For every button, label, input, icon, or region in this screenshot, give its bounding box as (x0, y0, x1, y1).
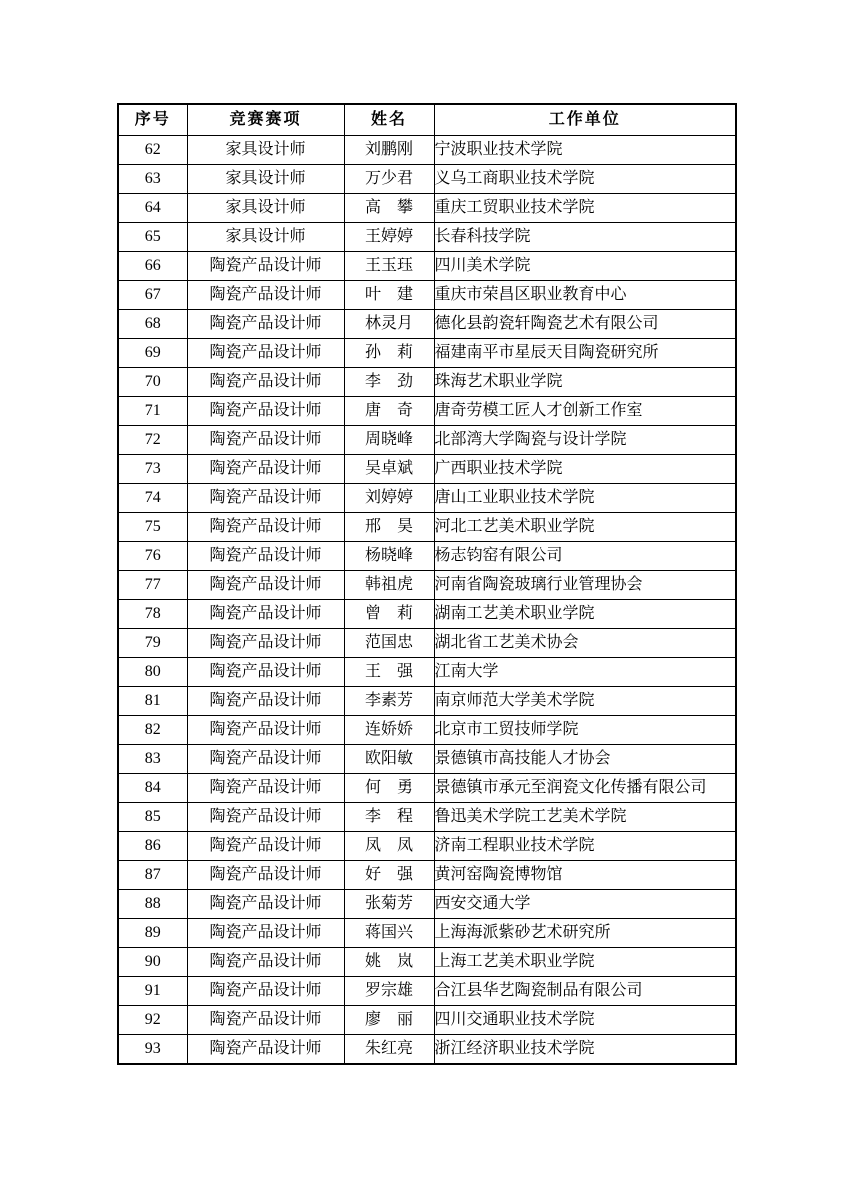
cell-event: 陶瓷产品设计师 (187, 339, 344, 368)
cell-unit: 长春科技学院 (434, 223, 736, 252)
header-index: 序号 (118, 104, 187, 136)
cell-event: 陶瓷产品设计师 (187, 629, 344, 658)
cell-index: 81 (118, 687, 187, 716)
cell-unit: 河北工艺美术职业学院 (434, 513, 736, 542)
table-row (118, 194, 736, 223)
table-row (118, 281, 736, 310)
cell-index: 93 (118, 1035, 187, 1065)
cell-event: 陶瓷产品设计师 (187, 948, 344, 977)
table-row (118, 368, 736, 397)
header-unit: 工作单位 (434, 104, 736, 136)
cell-unit: 西安交通大学 (434, 890, 736, 919)
cell-event: 陶瓷产品设计师 (187, 484, 344, 513)
cell-name: 王 强 (344, 658, 434, 687)
cell-name: 叶 建 (344, 281, 434, 310)
cell-index: 63 (118, 165, 187, 194)
cell-name: 廖 丽 (344, 1006, 434, 1035)
cell-name: 李素芳 (344, 687, 434, 716)
table-row (118, 919, 736, 948)
table-row (118, 890, 736, 919)
cell-unit: 重庆市荣昌区职业教育中心 (434, 281, 736, 310)
cell-name: 高 攀 (344, 194, 434, 223)
cell-unit: 济南工程职业技术学院 (434, 832, 736, 861)
cell-index: 90 (118, 948, 187, 977)
cell-unit: 景德镇市高技能人才协会 (434, 745, 736, 774)
cell-index: 88 (118, 890, 187, 919)
cell-event: 陶瓷产品设计师 (187, 1035, 344, 1065)
cell-unit: 四川美术学院 (434, 252, 736, 281)
table-row (118, 397, 736, 426)
cell-name: 韩祖虎 (344, 571, 434, 600)
cell-index: 69 (118, 339, 187, 368)
table-row (118, 571, 736, 600)
table-row (118, 542, 736, 571)
cell-name: 姚 岚 (344, 948, 434, 977)
cell-event: 陶瓷产品设计师 (187, 745, 344, 774)
table-row (118, 252, 736, 281)
cell-index: 66 (118, 252, 187, 281)
cell-unit: 德化县韵瓷轩陶瓷艺术有限公司 (434, 310, 736, 339)
cell-index: 82 (118, 716, 187, 745)
cell-index: 70 (118, 368, 187, 397)
cell-event: 陶瓷产品设计师 (187, 310, 344, 339)
cell-unit: 江南大学 (434, 658, 736, 687)
table-row (118, 455, 736, 484)
cell-unit: 重庆工贸职业技术学院 (434, 194, 736, 223)
table-row (118, 948, 736, 977)
cell-event: 陶瓷产品设计师 (187, 919, 344, 948)
cell-name: 连娇娇 (344, 716, 434, 745)
cell-name: 李 程 (344, 803, 434, 832)
table-row (118, 1035, 736, 1065)
cell-index: 87 (118, 861, 187, 890)
cell-unit: 唐奇劳模工匠人才创新工作室 (434, 397, 736, 426)
cell-event: 家具设计师 (187, 223, 344, 252)
cell-index: 75 (118, 513, 187, 542)
cell-event: 家具设计师 (187, 136, 344, 165)
cell-index: 86 (118, 832, 187, 861)
cell-unit: 上海工艺美术职业学院 (434, 948, 736, 977)
cell-event: 陶瓷产品设计师 (187, 716, 344, 745)
cell-event: 陶瓷产品设计师 (187, 774, 344, 803)
cell-name: 刘鹏刚 (344, 136, 434, 165)
table-row (118, 687, 736, 716)
cell-name: 欧阳敏 (344, 745, 434, 774)
cell-index: 78 (118, 600, 187, 629)
cell-name: 李 劲 (344, 368, 434, 397)
table-header-row (118, 104, 736, 136)
table-row (118, 832, 736, 861)
cell-event: 陶瓷产品设计师 (187, 542, 344, 571)
cell-event: 家具设计师 (187, 194, 344, 223)
cell-name: 林灵月 (344, 310, 434, 339)
cell-name: 范国忠 (344, 629, 434, 658)
cell-event: 陶瓷产品设计师 (187, 890, 344, 919)
table-row (118, 629, 736, 658)
table-row (118, 745, 736, 774)
cell-event: 陶瓷产品设计师 (187, 397, 344, 426)
cell-event: 陶瓷产品设计师 (187, 861, 344, 890)
cell-unit: 湖南工艺美术职业学院 (434, 600, 736, 629)
cell-event: 陶瓷产品设计师 (187, 977, 344, 1006)
table-row (118, 136, 736, 165)
table-row (118, 658, 736, 687)
cell-event: 家具设计师 (187, 165, 344, 194)
table-row (118, 803, 736, 832)
cell-name: 朱红亮 (344, 1035, 434, 1065)
cell-unit: 上海海派紫砂艺术研究所 (434, 919, 736, 948)
cell-name: 孙 莉 (344, 339, 434, 368)
cell-unit: 合江县华艺陶瓷制品有限公司 (434, 977, 736, 1006)
cell-index: 89 (118, 919, 187, 948)
cell-index: 83 (118, 745, 187, 774)
cell-name: 好 强 (344, 861, 434, 890)
table-row (118, 861, 736, 890)
cell-event: 陶瓷产品设计师 (187, 600, 344, 629)
header-name: 姓名 (344, 104, 434, 136)
table-row (118, 600, 736, 629)
cell-index: 84 (118, 774, 187, 803)
cell-unit: 北部湾大学陶瓷与设计学院 (434, 426, 736, 455)
cell-event: 陶瓷产品设计师 (187, 687, 344, 716)
cell-event: 陶瓷产品设计师 (187, 252, 344, 281)
cell-unit: 宁波职业技术学院 (434, 136, 736, 165)
table-row (118, 716, 736, 745)
table-row (118, 1006, 736, 1035)
cell-unit: 湖北省工艺美术协会 (434, 629, 736, 658)
table-body (118, 136, 736, 1065)
cell-unit: 四川交通职业技术学院 (434, 1006, 736, 1035)
cell-unit: 广西职业技术学院 (434, 455, 736, 484)
cell-name: 蒋国兴 (344, 919, 434, 948)
cell-unit: 南京师范大学美术学院 (434, 687, 736, 716)
cell-unit: 黄河窑陶瓷博物馆 (434, 861, 736, 890)
cell-unit: 杨志钧窑有限公司 (434, 542, 736, 571)
cell-name: 曾 莉 (344, 600, 434, 629)
cell-index: 76 (118, 542, 187, 571)
cell-name: 万少君 (344, 165, 434, 194)
cell-unit: 浙江经济职业技术学院 (434, 1035, 736, 1065)
cell-index: 68 (118, 310, 187, 339)
cell-name: 杨晓峰 (344, 542, 434, 571)
cell-name: 刘婷婷 (344, 484, 434, 513)
table-row (118, 774, 736, 803)
cell-index: 74 (118, 484, 187, 513)
table-row (118, 339, 736, 368)
cell-name: 何 勇 (344, 774, 434, 803)
cell-name: 唐 奇 (344, 397, 434, 426)
cell-index: 73 (118, 455, 187, 484)
cell-index: 79 (118, 629, 187, 658)
table-row (118, 426, 736, 455)
cell-event: 陶瓷产品设计师 (187, 455, 344, 484)
cell-index: 77 (118, 571, 187, 600)
cell-event: 陶瓷产品设计师 (187, 658, 344, 687)
cell-unit: 福建南平市星辰天目陶瓷研究所 (434, 339, 736, 368)
cell-index: 65 (118, 223, 187, 252)
cell-name: 张菊芳 (344, 890, 434, 919)
header-event: 竞赛赛项 (187, 104, 344, 136)
table-row (118, 223, 736, 252)
cell-name: 凤 凤 (344, 832, 434, 861)
cell-unit: 唐山工业职业技术学院 (434, 484, 736, 513)
cell-unit: 义乌工商职业技术学院 (434, 165, 736, 194)
cell-name: 王婷婷 (344, 223, 434, 252)
table-row (118, 484, 736, 513)
cell-name: 王玉珏 (344, 252, 434, 281)
table-row (118, 977, 736, 1006)
cell-index: 64 (118, 194, 187, 223)
cell-event: 陶瓷产品设计师 (187, 571, 344, 600)
cell-unit: 珠海艺术职业学院 (434, 368, 736, 397)
cell-event: 陶瓷产品设计师 (187, 513, 344, 542)
cell-index: 67 (118, 281, 187, 310)
cell-index: 80 (118, 658, 187, 687)
cell-name: 周晓峰 (344, 426, 434, 455)
cell-index: 92 (118, 1006, 187, 1035)
cell-unit: 景德镇市承元至润瓷文化传播有限公司 (434, 774, 736, 803)
cell-event: 陶瓷产品设计师 (187, 368, 344, 397)
cell-index: 62 (118, 136, 187, 165)
cell-name: 邢 昊 (344, 513, 434, 542)
cell-unit: 北京市工贸技师学院 (434, 716, 736, 745)
cell-event: 陶瓷产品设计师 (187, 426, 344, 455)
cell-unit: 河南省陶瓷玻璃行业管理协会 (434, 571, 736, 600)
cell-index: 72 (118, 426, 187, 455)
roster-table (117, 103, 737, 1065)
cell-index: 91 (118, 977, 187, 1006)
cell-event: 陶瓷产品设计师 (187, 1006, 344, 1035)
cell-name: 吴卓斌 (344, 455, 434, 484)
cell-event: 陶瓷产品设计师 (187, 281, 344, 310)
cell-unit: 鲁迅美术学院工艺美术学院 (434, 803, 736, 832)
cell-index: 71 (118, 397, 187, 426)
cell-index: 85 (118, 803, 187, 832)
table-row (118, 513, 736, 542)
cell-name: 罗宗雄 (344, 977, 434, 1006)
table-row (118, 310, 736, 339)
cell-event: 陶瓷产品设计师 (187, 832, 344, 861)
cell-event: 陶瓷产品设计师 (187, 803, 344, 832)
table-row (118, 165, 736, 194)
